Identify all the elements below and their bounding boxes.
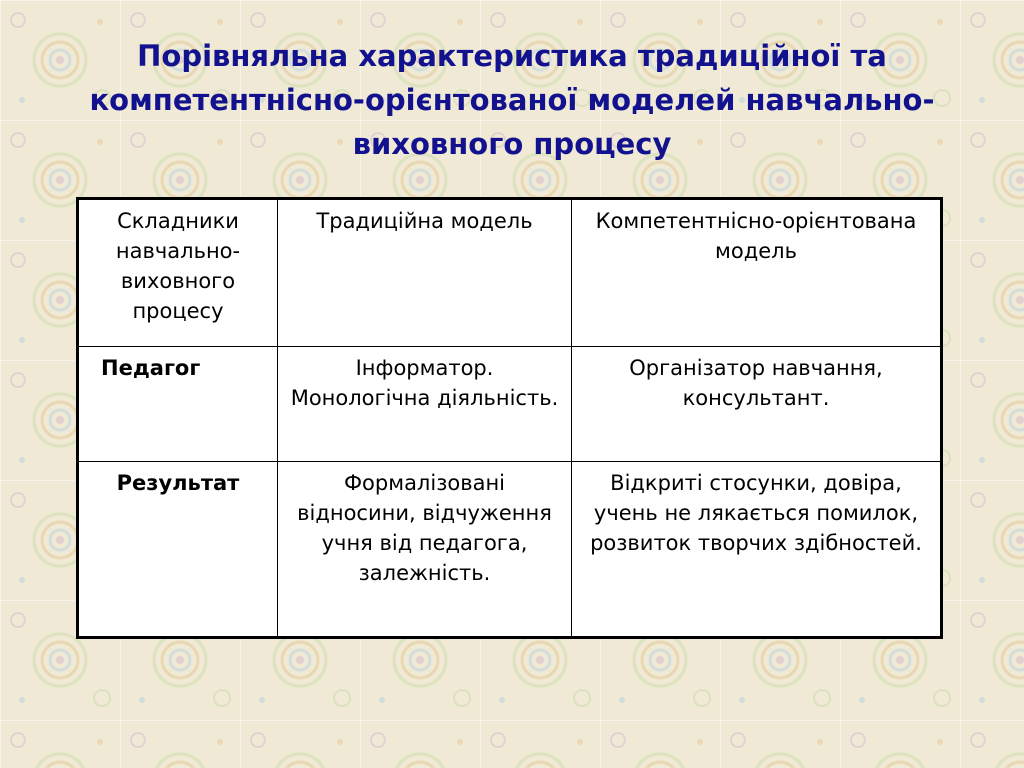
row-label-result: Результат xyxy=(78,462,278,638)
comparison-table xyxy=(76,197,943,639)
table-header-row xyxy=(78,199,942,347)
table-row xyxy=(78,462,942,638)
title-line-1: Порівняльна характеристика традиційної та xyxy=(137,39,887,73)
header-traditional-model: Традиційна модель xyxy=(278,199,572,347)
slide-title xyxy=(20,34,1004,166)
title-line-2: компетентнісно-орієнтованої моделей навчально- xyxy=(89,83,935,117)
cell-result-traditional: Формалізовані відносини, відчуження учня від педагога, залежність. xyxy=(278,462,572,638)
cell-result-competence: Відкриті стосунки, довіра, учень не лякається помилок, розвиток творчих здібностей. xyxy=(572,462,942,638)
header-competence-model: Компетентнісно-орієнтована модель xyxy=(572,199,942,347)
cell-teacher-competence: Організатор навчання, консультант. xyxy=(572,347,942,462)
comparison-table-container xyxy=(76,197,943,639)
cell-teacher-traditional: Інформатор. Монологічна діяльність. xyxy=(278,347,572,462)
row-label-teacher: Педагог xyxy=(78,347,278,462)
header-components: Складники навчально-виховного процесу xyxy=(78,199,278,347)
title-line-3: виховного процесу xyxy=(352,127,672,161)
table-row xyxy=(78,347,942,462)
